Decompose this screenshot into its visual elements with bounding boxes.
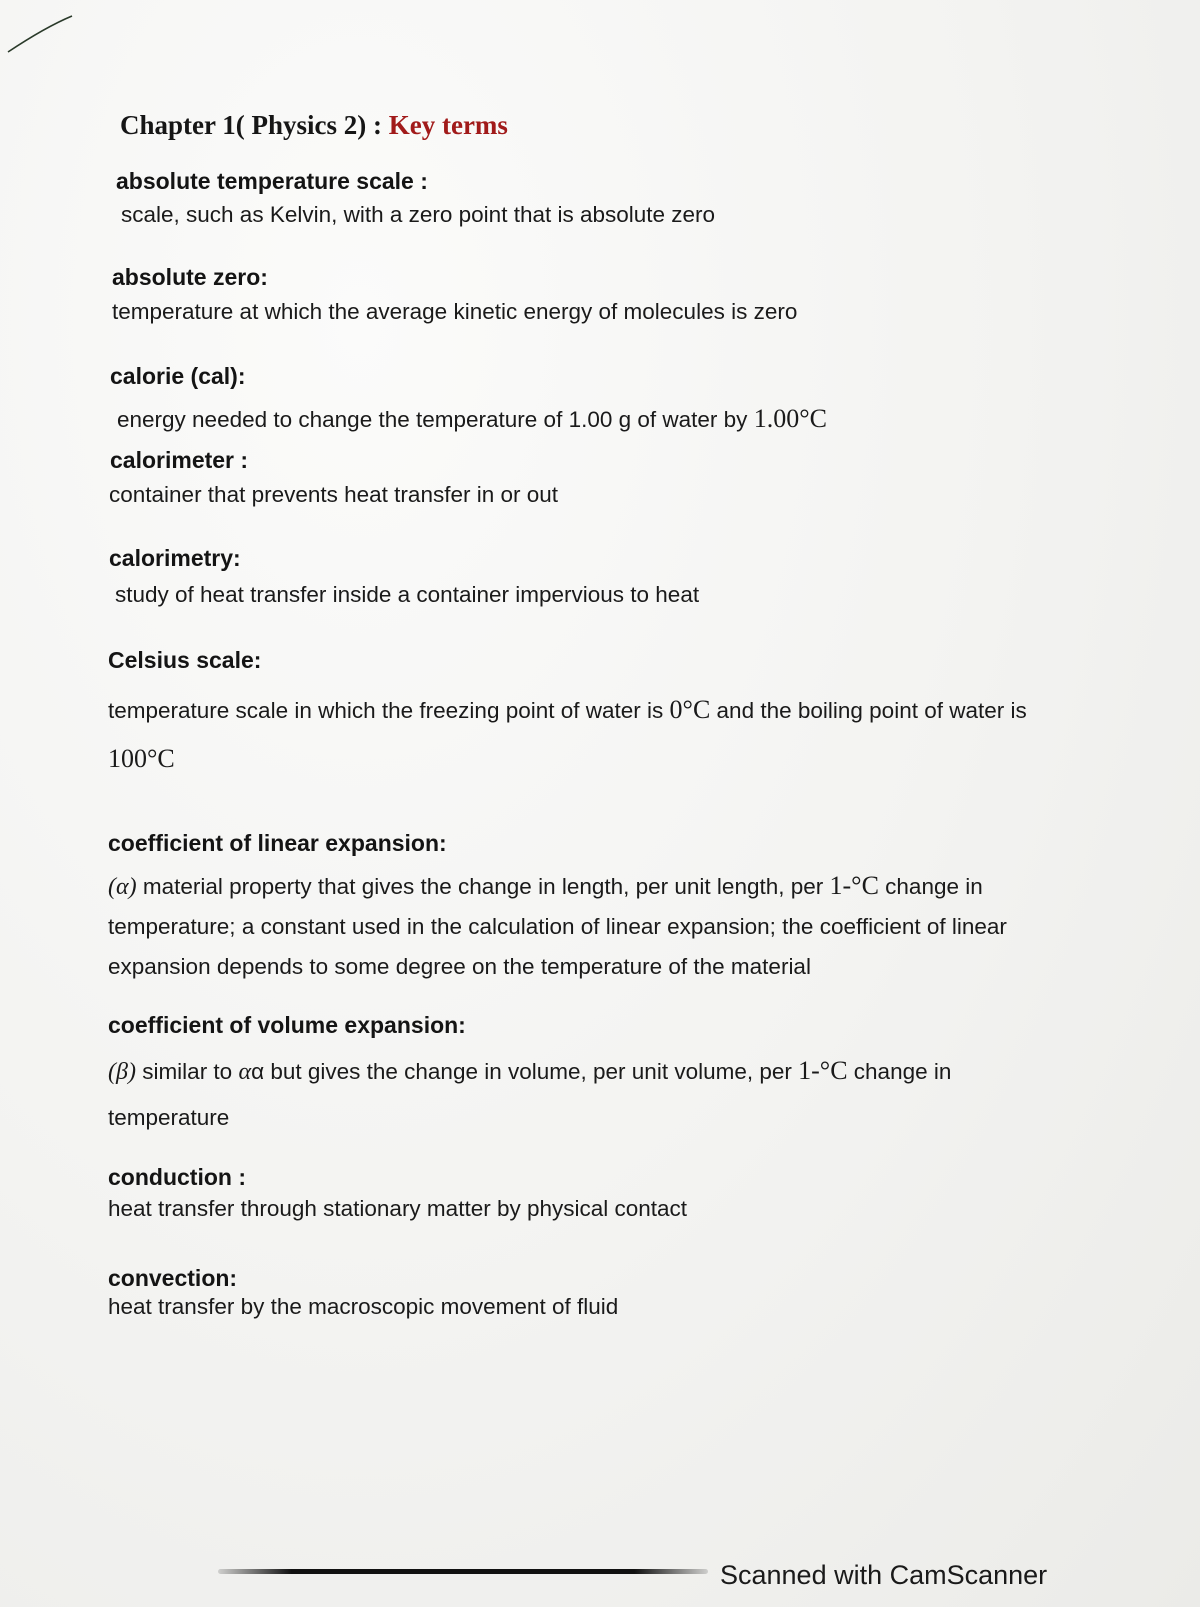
term-calorimetry: calorimetry: <box>109 545 241 571</box>
page-title <box>120 110 508 141</box>
value-one-degree-change: 1-°C <box>829 871 879 900</box>
title-main: Chapter 1( Physics 2) : <box>120 110 389 140</box>
term-calorimeter: calorimeter : <box>110 447 249 473</box>
term-convection: convection: <box>108 1265 238 1291</box>
term-absolute-temperature-scale: absolute temperature scale : <box>116 168 428 194</box>
definition-volume-text-3: change in temperature <box>108 1059 952 1130</box>
definition-volume-text-2: α but gives the change in volume, per unit volume, per <box>251 1059 799 1084</box>
pen-stroke-mark <box>0 0 90 60</box>
value-freezing-point: 0°C <box>669 695 711 724</box>
term-coefficient-volume-expansion: coefficient of volume expansion: <box>108 1012 466 1038</box>
definition-conduction: heat transfer through stationary matter by physical contact <box>108 1196 688 1221</box>
definition-coefficient-volume-expansion <box>108 1048 1048 1141</box>
scanner-watermark: Scanned with CamScanner <box>720 1560 1048 1590</box>
term-calorie: calorie (cal): <box>110 363 246 389</box>
definition-calorie-text: energy needed to change the temperature of 1.00 g of water by <box>117 407 754 432</box>
term-conduction: conduction : <box>108 1164 246 1190</box>
definition-linear-text-2: change in temperature; a constant used in the calculation of linear expansion; the coefficient of linear expansion depends to some degree on the temperature of the material <box>108 874 1007 979</box>
value-one-degree-change-volume: 1-°C <box>798 1056 848 1085</box>
definition-linear-text-1: material property that gives the change in length, per unit length, per <box>136 874 830 899</box>
definition-calorimeter: container that prevents heat transfer in or out <box>109 482 559 507</box>
definition-convection: heat transfer by the macroscopic movement of fluid <box>108 1294 619 1319</box>
definition-absolute-zero: temperature at which the average kinetic energy of molecules is zero <box>112 299 798 324</box>
footer-divider <box>218 1569 708 1574</box>
definition-calorimetry: study of heat transfer inside a container impervious to heat <box>115 582 700 607</box>
symbol-alpha-italic: α <box>238 1059 252 1085</box>
value-boiling-point: 100°C <box>108 744 175 773</box>
definition-volume-text-1: similar to <box>135 1059 239 1084</box>
definition-celsius-text-1: temperature scale in which the freezing point of water is <box>108 698 670 723</box>
definition-coefficient-linear-expansion <box>108 866 1058 987</box>
symbol-beta: (β) <box>108 1059 136 1085</box>
term-absolute-zero: absolute zero: <box>112 264 268 290</box>
value-one-degree: 1.00°C <box>753 404 827 433</box>
definition-celsius-scale <box>108 686 1048 784</box>
symbol-alpha: (α) <box>108 874 137 900</box>
definition-calorie <box>117 402 827 437</box>
definition-celsius-text-2: and the boiling point of water is <box>710 698 1027 723</box>
definition-absolute-temperature-scale: scale, such as Kelvin, with a zero point that is absolute zero <box>121 202 716 227</box>
title-accent: Key terms <box>388 110 508 140</box>
term-coefficient-linear-expansion: coefficient of linear expansion: <box>108 830 447 856</box>
term-celsius-scale: Celsius scale: <box>108 647 262 673</box>
